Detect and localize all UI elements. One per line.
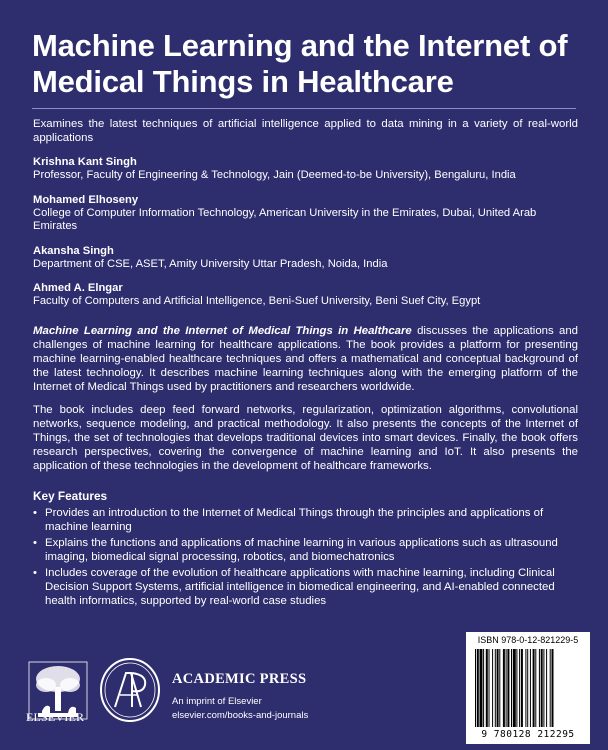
- feature-text: Explains the functions and applications of machine learning in various applications such as ultrasound imaging, biomedical signal processing, robotics, and biomechatronics: [45, 537, 558, 563]
- elsevier-wordmark: ELSEVIER: [26, 710, 85, 724]
- author-entry: [33, 193, 578, 234]
- author-affiliation: Department of CSE, ASET, Amity University Uttar Pradesh, Noida, India: [33, 257, 388, 270]
- bullet-icon: •: [33, 537, 37, 550]
- list-item: [33, 537, 578, 564]
- barcode-number: 9 780128 212295: [481, 729, 575, 740]
- key-features-list: [33, 507, 578, 608]
- imprint-text: An imprint of Elsevier: [172, 696, 262, 707]
- barcode-icon: [475, 649, 581, 727]
- author-entry: [33, 281, 578, 309]
- description-paragraph-1-text: discusses the applications and challenges of machine learning for healthcare applications. The book provides a platform for presenting machine learning-enabled healthcare techniques and offers a mathematical and conceptual background of the latest technology. It describes machine learning techniques along with the emerging platform of the Internet of Medical Things used by practitioners and researchers worldwide.: [33, 325, 578, 393]
- isbn-barcode-box: [466, 632, 590, 744]
- publisher-url: elsevier.com/books-and-journals: [172, 710, 309, 721]
- description-paragraph-1: [33, 324, 578, 394]
- book-title: Machine Learning and the Internet of Medical Things in Healthcare: [32, 28, 568, 99]
- book-description: [33, 324, 578, 482]
- list-item: [33, 507, 578, 534]
- isbn-label: ISBN 978-0-12-821229-5: [477, 635, 579, 645]
- book-title-reference: Machine Learning and the Internet of Medical Things in Healthcare: [33, 325, 412, 337]
- author-name: Krishna Kant Singh: [33, 156, 137, 168]
- author-entry: [33, 244, 578, 272]
- academic-press-logo-icon: [99, 657, 161, 723]
- academic-press-wordmark: ACADEMIC PRESS: [172, 671, 307, 687]
- author-entry: [33, 155, 578, 183]
- feature-text: Provides an introduction to the Internet of Medical Things through the principles and applications of machine learning: [45, 507, 544, 533]
- author-affiliation: Professor, Faculty of Engineering & Technology, Jain (Deemed-to-be University), Bengaluru, India: [33, 169, 516, 181]
- key-features: [33, 489, 578, 611]
- title-divider: [32, 108, 576, 109]
- bullet-icon: •: [33, 567, 37, 580]
- author-name: Ahmed A. Elngar: [33, 282, 123, 294]
- author-name: Akansha Singh: [33, 244, 114, 257]
- author-affiliation: College of Computer Information Technology, American University in the Emirates, Dubai, United Arab Emirates: [33, 206, 537, 232]
- author-affiliation: Faculty of Computers and Artificial Intelligence, Beni-Suef University, Beni Suef City, Egypt: [33, 295, 481, 307]
- feature-text: Includes coverage of the evolution of healthcare applications with machine learning, including Clinical Decision Support Systems, artificial intelligence in biomedical engineering, and AI-enabled connected health informatics, supported by real-world case studies: [45, 567, 555, 607]
- description-paragraph-2: The book includes deep feed forward networks, regularization, optimization algorithms, convolutional networks, sequence modeling, and practical methodology. It also presents the concepts of the Internet of Things, the set of technologies that develops traditional devices into smart devices. Finally, the book offers research perspectives, covering the convergence of machine learning and IoT. It also presents the application of these technologies in the development of healthcare frameworks.: [33, 404, 578, 472]
- list-item: [33, 567, 578, 608]
- key-features-heading: Key Features: [33, 489, 108, 503]
- bullet-icon: •: [33, 507, 37, 519]
- author-name: Mohamed Elhoseny: [33, 193, 139, 206]
- intro-text: Examines the latest techniques of artificial intelligence applied to data mining in a variety of real-world applications: [33, 118, 578, 144]
- authors-list: [33, 155, 578, 319]
